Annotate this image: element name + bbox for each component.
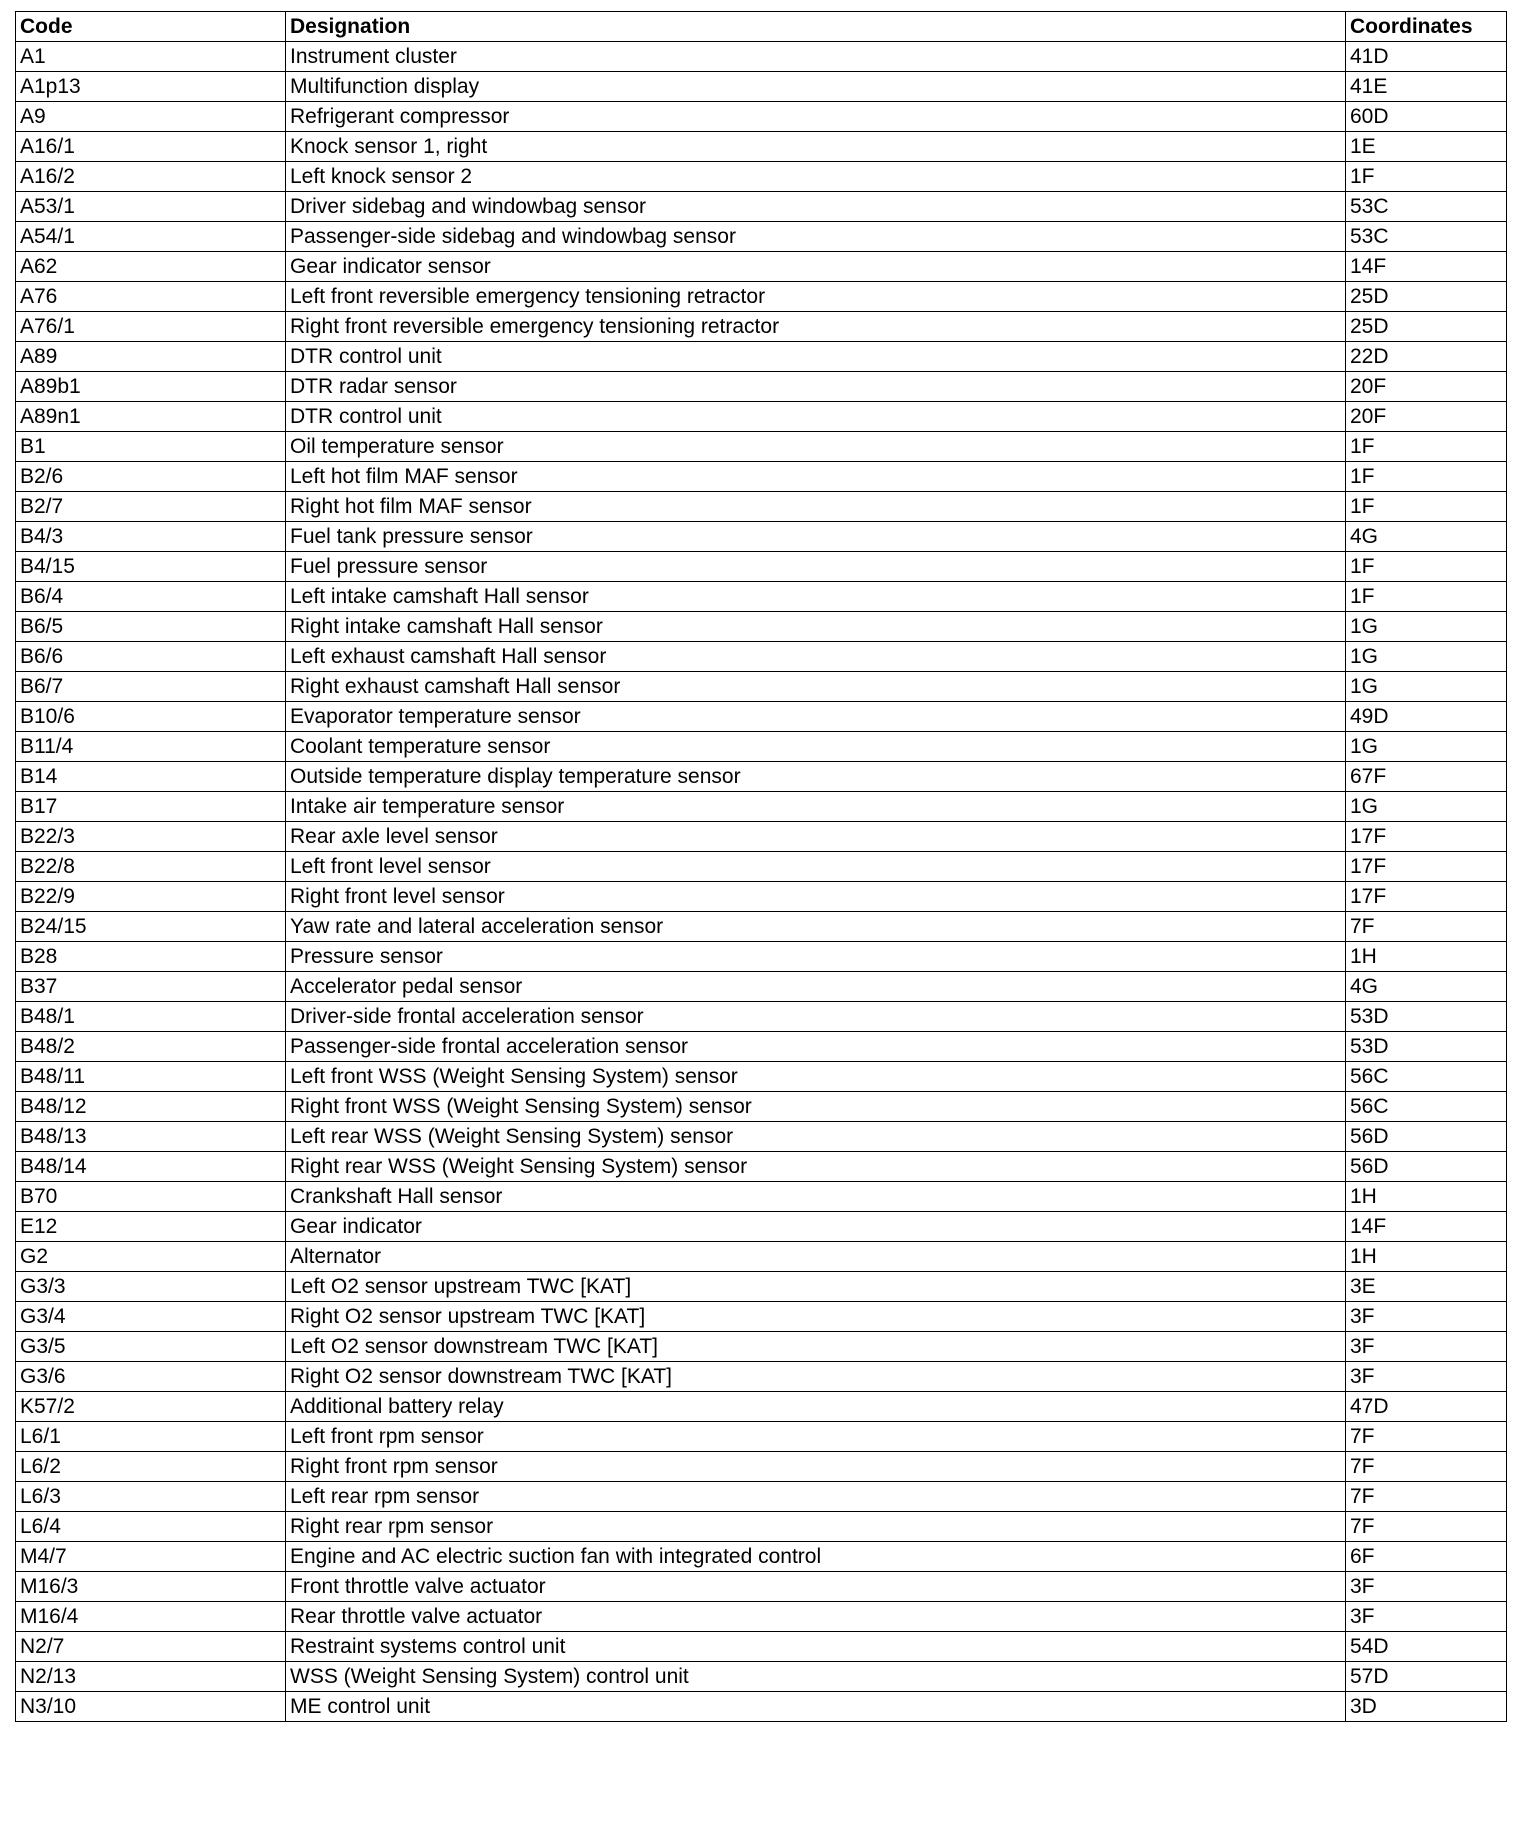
table-row [16, 372, 1507, 402]
cell-coordinates: 56D [1346, 1122, 1507, 1152]
cell-coordinates: 6F [1346, 1542, 1507, 1572]
cell-code: E12 [16, 1212, 286, 1242]
cell-code: B48/14 [16, 1152, 286, 1182]
cell-coordinates: 20F [1346, 372, 1507, 402]
table-row [16, 1152, 1507, 1182]
table-row [16, 522, 1507, 552]
cell-code: B17 [16, 792, 286, 822]
cell-designation: Left front level sensor [286, 852, 1346, 882]
cell-code: B37 [16, 972, 286, 1002]
cell-coordinates: 1G [1346, 672, 1507, 702]
cell-code: B6/6 [16, 642, 286, 672]
table-row [16, 462, 1507, 492]
cell-designation: Left knock sensor 2 [286, 162, 1346, 192]
cell-code: A76 [16, 282, 286, 312]
cell-coordinates: 14F [1346, 1212, 1507, 1242]
cell-code: L6/1 [16, 1422, 286, 1452]
cell-coordinates: 67F [1346, 762, 1507, 792]
cell-code: B2/6 [16, 462, 286, 492]
cell-coordinates: 3F [1346, 1602, 1507, 1632]
table-row [16, 792, 1507, 822]
cell-code: B4/15 [16, 552, 286, 582]
cell-designation: WSS (Weight Sensing System) control unit [286, 1662, 1346, 1692]
cell-designation: Yaw rate and lateral acceleration sensor [286, 912, 1346, 942]
cell-designation: ME control unit [286, 1692, 1346, 1722]
cell-code: A89b1 [16, 372, 286, 402]
cell-coordinates: 60D [1346, 102, 1507, 132]
cell-coordinates: 3F [1346, 1332, 1507, 1362]
cell-code: G2 [16, 1242, 286, 1272]
table-row [16, 432, 1507, 462]
cell-code: B4/3 [16, 522, 286, 552]
cell-designation: Accelerator pedal sensor [286, 972, 1346, 1002]
cell-designation: DTR radar sensor [286, 372, 1346, 402]
cell-code: B24/15 [16, 912, 286, 942]
header-code: Code [16, 12, 286, 42]
cell-code: B11/4 [16, 732, 286, 762]
table-row [16, 942, 1507, 972]
cell-designation: Engine and AC electric suction fan with integrated control [286, 1542, 1346, 1572]
cell-designation: Passenger-side sidebag and windowbag sensor [286, 222, 1346, 252]
cell-code: A9 [16, 102, 286, 132]
cell-coordinates: 7F [1346, 912, 1507, 942]
cell-designation: Evaporator temperature sensor [286, 702, 1346, 732]
table-row [16, 852, 1507, 882]
header-coordinates: Coordinates [1346, 12, 1507, 42]
cell-coordinates: 17F [1346, 882, 1507, 912]
cell-coordinates: 53D [1346, 1002, 1507, 1032]
cell-coordinates: 53C [1346, 222, 1507, 252]
cell-designation: Fuel pressure sensor [286, 552, 1346, 582]
cell-coordinates: 1G [1346, 612, 1507, 642]
table-row [16, 402, 1507, 432]
cell-code: A76/1 [16, 312, 286, 342]
table-row [16, 1332, 1507, 1362]
table-row [16, 492, 1507, 522]
cell-coordinates: 1H [1346, 1182, 1507, 1212]
table-row [16, 1302, 1507, 1332]
cell-designation: Right hot film MAF sensor [286, 492, 1346, 522]
cell-coordinates: 1G [1346, 732, 1507, 762]
cell-designation: Outside temperature display temperature sensor [286, 762, 1346, 792]
cell-code: B6/7 [16, 672, 286, 702]
cell-coordinates: 47D [1346, 1392, 1507, 1422]
table-row [16, 222, 1507, 252]
cell-code: B6/4 [16, 582, 286, 612]
table-row [16, 72, 1507, 102]
cell-designation: Left rear rpm sensor [286, 1482, 1346, 1512]
table-row [16, 672, 1507, 702]
cell-designation: Right front level sensor [286, 882, 1346, 912]
cell-coordinates: 1G [1346, 642, 1507, 672]
cell-designation: Right intake camshaft Hall sensor [286, 612, 1346, 642]
table-row [16, 1662, 1507, 1692]
table-row [16, 192, 1507, 222]
table-row [16, 42, 1507, 72]
cell-designation: Oil temperature sensor [286, 432, 1346, 462]
cell-code: M16/3 [16, 1572, 286, 1602]
table-row [16, 162, 1507, 192]
cell-coordinates: 1F [1346, 432, 1507, 462]
cell-designation: Instrument cluster [286, 42, 1346, 72]
cell-coordinates: 3D [1346, 1692, 1507, 1722]
table-row [16, 1002, 1507, 1032]
cell-designation: Additional battery relay [286, 1392, 1346, 1422]
cell-coordinates: 3E [1346, 1272, 1507, 1302]
cell-coordinates: 1F [1346, 462, 1507, 492]
cell-coordinates: 4G [1346, 972, 1507, 1002]
cell-designation: Alternator [286, 1242, 1346, 1272]
cell-coordinates: 1F [1346, 162, 1507, 192]
cell-designation: Left rear WSS (Weight Sensing System) sensor [286, 1122, 1346, 1152]
cell-code: M4/7 [16, 1542, 286, 1572]
cell-code: K57/2 [16, 1392, 286, 1422]
table-row [16, 1182, 1507, 1212]
cell-code: B2/7 [16, 492, 286, 522]
cell-designation: Multifunction display [286, 72, 1346, 102]
cell-designation: Gear indicator sensor [286, 252, 1346, 282]
cell-designation: Coolant temperature sensor [286, 732, 1346, 762]
cell-designation: Rear axle level sensor [286, 822, 1346, 852]
cell-designation: Refrigerant compressor [286, 102, 1346, 132]
cell-designation: Rear throttle valve actuator [286, 1602, 1346, 1632]
cell-code: G3/4 [16, 1302, 286, 1332]
table-row [16, 582, 1507, 612]
cell-code: A62 [16, 252, 286, 282]
table-row [16, 1692, 1507, 1722]
cell-code: B22/9 [16, 882, 286, 912]
cell-designation: Gear indicator [286, 1212, 1346, 1242]
cell-coordinates: 1F [1346, 552, 1507, 582]
table-row [16, 1032, 1507, 1062]
cell-designation: Crankshaft Hall sensor [286, 1182, 1346, 1212]
cell-coordinates: 7F [1346, 1512, 1507, 1542]
table-row [16, 312, 1507, 342]
cell-designation: Right front WSS (Weight Sensing System) sensor [286, 1092, 1346, 1122]
cell-designation: Knock sensor 1, right [286, 132, 1346, 162]
component-legend-table [15, 11, 1507, 1722]
cell-code: N2/7 [16, 1632, 286, 1662]
table-row [16, 642, 1507, 672]
cell-designation: Intake air temperature sensor [286, 792, 1346, 822]
cell-designation: Right rear WSS (Weight Sensing System) sensor [286, 1152, 1346, 1182]
cell-code: L6/2 [16, 1452, 286, 1482]
cell-designation: Right O2 sensor downstream TWC [KAT] [286, 1362, 1346, 1392]
cell-coordinates: 3F [1346, 1572, 1507, 1602]
cell-coordinates: 25D [1346, 282, 1507, 312]
table-row [16, 1092, 1507, 1122]
cell-coordinates: 1F [1346, 492, 1507, 522]
cell-code: L6/4 [16, 1512, 286, 1542]
cell-code: B10/6 [16, 702, 286, 732]
cell-coordinates: 3F [1346, 1362, 1507, 1392]
cell-code: B48/13 [16, 1122, 286, 1152]
cell-coordinates: 25D [1346, 312, 1507, 342]
cell-code: A1p13 [16, 72, 286, 102]
table-row [16, 612, 1507, 642]
cell-designation: Right rear rpm sensor [286, 1512, 1346, 1542]
cell-coordinates: 7F [1346, 1452, 1507, 1482]
cell-coordinates: 17F [1346, 822, 1507, 852]
cell-code: A54/1 [16, 222, 286, 252]
cell-code: A53/1 [16, 192, 286, 222]
cell-designation: Right exhaust camshaft Hall sensor [286, 672, 1346, 702]
cell-coordinates: 1E [1346, 132, 1507, 162]
table-row [16, 1422, 1507, 1452]
table-row [16, 1242, 1507, 1272]
table-row [16, 972, 1507, 1002]
table-row [16, 1272, 1507, 1302]
cell-code: M16/4 [16, 1602, 286, 1632]
cell-designation: Left front rpm sensor [286, 1422, 1346, 1452]
cell-designation: Left front WSS (Weight Sensing System) sensor [286, 1062, 1346, 1092]
table-row [16, 732, 1507, 762]
cell-designation: Driver-side frontal acceleration sensor [286, 1002, 1346, 1032]
cell-designation: Right front rpm sensor [286, 1452, 1346, 1482]
cell-coordinates: 56C [1346, 1092, 1507, 1122]
cell-code: A16/2 [16, 162, 286, 192]
cell-coordinates: 1H [1346, 942, 1507, 972]
cell-code: B48/2 [16, 1032, 286, 1062]
table-header-row [16, 12, 1507, 42]
table-row [16, 1212, 1507, 1242]
cell-designation: Left exhaust camshaft Hall sensor [286, 642, 1346, 672]
cell-designation: Passenger-side frontal acceleration sensor [286, 1032, 1346, 1062]
cell-coordinates: 53C [1346, 192, 1507, 222]
cell-coordinates: 4G [1346, 522, 1507, 552]
cell-designation: Left O2 sensor upstream TWC [KAT] [286, 1272, 1346, 1302]
table-row [16, 702, 1507, 732]
cell-designation: Left front reversible emergency tensioning retractor [286, 282, 1346, 312]
cell-designation: Fuel tank pressure sensor [286, 522, 1346, 552]
cell-coordinates: 17F [1346, 852, 1507, 882]
cell-coordinates: 7F [1346, 1422, 1507, 1452]
table-row [16, 102, 1507, 132]
cell-designation: Left O2 sensor downstream TWC [KAT] [286, 1332, 1346, 1362]
table-row [16, 282, 1507, 312]
cell-coordinates: 3F [1346, 1302, 1507, 1332]
cell-coordinates: 56D [1346, 1152, 1507, 1182]
cell-coordinates: 49D [1346, 702, 1507, 732]
cell-coordinates: 41E [1346, 72, 1507, 102]
table-row [16, 1572, 1507, 1602]
table-row [16, 1062, 1507, 1092]
table-row [16, 1482, 1507, 1512]
cell-designation: Front throttle valve actuator [286, 1572, 1346, 1602]
cell-code: B48/1 [16, 1002, 286, 1032]
cell-code: N3/10 [16, 1692, 286, 1722]
table-row [16, 1392, 1507, 1422]
table-row [16, 252, 1507, 282]
cell-designation: Pressure sensor [286, 942, 1346, 972]
cell-coordinates: 1G [1346, 792, 1507, 822]
table-row [16, 1602, 1507, 1632]
cell-designation: Left intake camshaft Hall sensor [286, 582, 1346, 612]
cell-code: B22/8 [16, 852, 286, 882]
table-row [16, 1122, 1507, 1152]
cell-code: B1 [16, 432, 286, 462]
cell-designation: DTR control unit [286, 342, 1346, 372]
cell-code: G3/3 [16, 1272, 286, 1302]
table-row [16, 762, 1507, 792]
cell-code: A16/1 [16, 132, 286, 162]
cell-designation: Driver sidebag and windowbag sensor [286, 192, 1346, 222]
cell-designation: Right front reversible emergency tensioning retractor [286, 312, 1346, 342]
cell-code: G3/6 [16, 1362, 286, 1392]
cell-coordinates: 54D [1346, 1632, 1507, 1662]
cell-code: B6/5 [16, 612, 286, 642]
cell-code: B28 [16, 942, 286, 972]
cell-coordinates: 20F [1346, 402, 1507, 432]
cell-code: A89 [16, 342, 286, 372]
table-row [16, 1542, 1507, 1572]
cell-coordinates: 1F [1346, 582, 1507, 612]
cell-code: N2/13 [16, 1662, 286, 1692]
cell-code: B70 [16, 1182, 286, 1212]
table-row [16, 342, 1507, 372]
cell-designation: DTR control unit [286, 402, 1346, 432]
cell-designation: Left hot film MAF sensor [286, 462, 1346, 492]
cell-coordinates: 7F [1346, 1482, 1507, 1512]
cell-code: B14 [16, 762, 286, 792]
cell-coordinates: 14F [1346, 252, 1507, 282]
cell-designation: Right O2 sensor upstream TWC [KAT] [286, 1302, 1346, 1332]
table-row [16, 1362, 1507, 1392]
cell-code: A1 [16, 42, 286, 72]
header-designation: Designation [286, 12, 1346, 42]
cell-code: B48/11 [16, 1062, 286, 1092]
cell-code: B48/12 [16, 1092, 286, 1122]
cell-coordinates: 22D [1346, 342, 1507, 372]
cell-coordinates: 1H [1346, 1242, 1507, 1272]
cell-code: A89n1 [16, 402, 286, 432]
cell-coordinates: 41D [1346, 42, 1507, 72]
table-row [16, 552, 1507, 582]
table-row [16, 132, 1507, 162]
table-body [16, 42, 1507, 1722]
cell-code: G3/5 [16, 1332, 286, 1362]
cell-coordinates: 57D [1346, 1662, 1507, 1692]
table-row [16, 1512, 1507, 1542]
cell-designation: Restraint systems control unit [286, 1632, 1346, 1662]
table-row [16, 882, 1507, 912]
table-row [16, 1632, 1507, 1662]
table-row [16, 1452, 1507, 1482]
cell-code: L6/3 [16, 1482, 286, 1512]
cell-coordinates: 53D [1346, 1032, 1507, 1062]
cell-coordinates: 56C [1346, 1062, 1507, 1092]
table-row [16, 912, 1507, 942]
table-row [16, 822, 1507, 852]
cell-code: B22/3 [16, 822, 286, 852]
